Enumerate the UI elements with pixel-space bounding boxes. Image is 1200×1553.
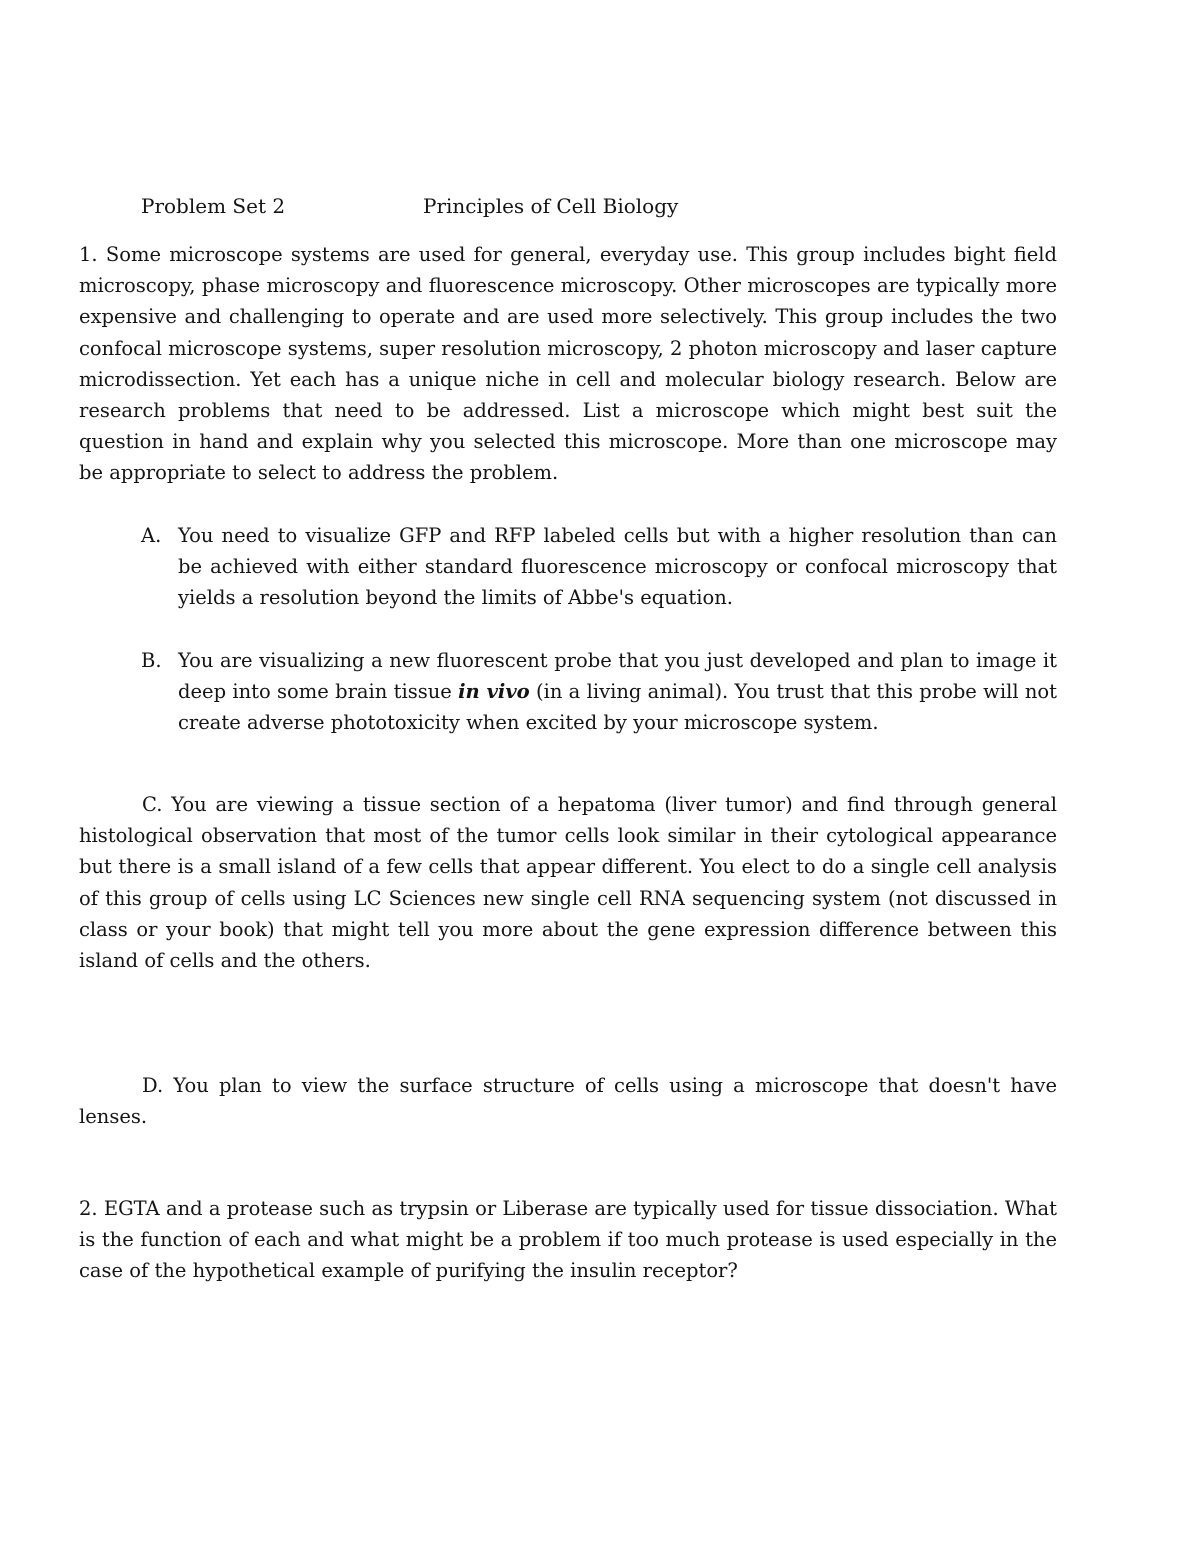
item-c-text: C. You are viewing a tissue section of a hepatoma (liver tumor) and find through general histological observation that most of the tumor cells look similar in their cytological appearance but there is a small island of a few cells that appear different. You elect to do a single cell analysis of this group of cells using LC Sciences new single cell RNA sequencing system (not discussed in class or your book) that might tell you more about the gene expression difference between this island of cells and the others. bbox=[79, 793, 1057, 973]
item-b-emphasis: in vivo bbox=[458, 680, 530, 704]
item-b-text-after: (in a living animal). You trust that this probe will not create adverse phototoxicity when excited by your microscope system. bbox=[178, 680, 1057, 735]
item-b-text bbox=[178, 645, 1057, 739]
item-b bbox=[141, 645, 1057, 739]
page-header bbox=[141, 192, 679, 220]
question-1-text: 1. Some microscope systems are used for general, everyday use. This group includes bight field microscopy, phase microscopy and fluorescence microscopy. Other microscopes are typically more expensive and challenging to operate and are used more selectively. This group includes the two confocal microscope systems, super resolution microscopy, 2 photon microscopy and laser capture microdissection. Yet each has a unique niche in cell and molecular biology research. Below are research problems that need to be addressed. List a microscope which might best suit the question in hand and explain why you selected this microscope. More than one microscope may be appropriate to select to address the problem. bbox=[79, 243, 1057, 485]
problem-set-title: Problem Set 2 bbox=[141, 194, 286, 218]
question-2-text: 2. EGTA and a protease such as trypsin or Liberase are typically used for tissue dissociation. What is the function of each and what might be a problem if too much protease is used especially in the case of the hypothetical example of purifying the insulin receptor? bbox=[79, 1197, 1057, 1283]
item-a-text: You need to visualize GFP and RFP labeled cells but with a higher resolution than can be achieved with either standard fluorescence microscopy or confocal microscopy that yields a resolution beyond the limits of Abbe's equation. bbox=[178, 524, 1057, 610]
item-a bbox=[141, 520, 1057, 614]
item-a-letter: A. bbox=[141, 524, 162, 547]
item-d-text: D. You plan to view the surface structure of cells using a microscope that doesn't have lenses. bbox=[79, 1074, 1057, 1129]
course-title: Principles of Cell Biology bbox=[423, 194, 679, 218]
item-b-text-before: You are visualizing a new fluorescent probe that you just developed and plan to image it deep into some brain tissue bbox=[178, 649, 1057, 704]
item-b-letter: B. bbox=[141, 649, 162, 672]
